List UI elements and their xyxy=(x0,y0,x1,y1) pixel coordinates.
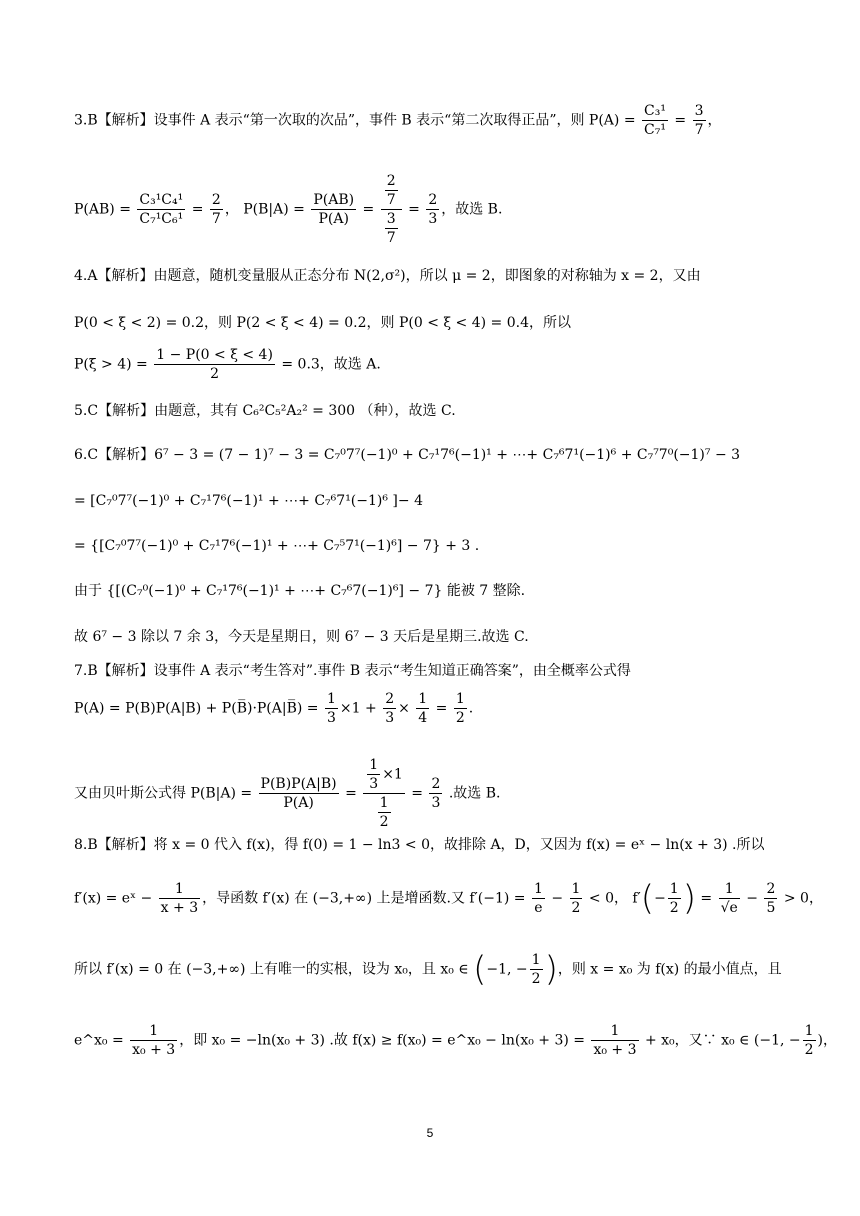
complex-fraction: $\frac{\frac{2}{7}}{\frac{3}{7}}$ xyxy=(381,172,402,247)
fraction: $\frac{\text{C₃¹C₄¹}}{\text{C₇¹C₆¹}}$ xyxy=(139,192,184,227)
q5-line: 5.C【解析】由题意，其有 C₆²C₅²A₂² = 300 （种），故选 C. xyxy=(74,403,456,419)
q8-line-2: f′(x) = eˣ − $\frac{1}{x + 3}$ ，导函数 f′(x) 在 (−3,+∞) 上是增函数.又 f′(−1) = $\frac{1}{e}$ − $\frac{1}{2}$ < 0， f′(− $\frac{1}{2}$ ) = $\frac{1}{√e}$ − $\frac{2}{5}$ > 0， xyxy=(74,878,823,919)
complex-fraction: $\frac{1}{3}$ ×1 $\frac{1}{2}$ xyxy=(363,756,405,831)
fraction: $\frac{1 - P(0 < \xi < 4)}{2}$ xyxy=(156,347,273,382)
fraction: $\frac{P(AB)}{P(A)}$ xyxy=(313,192,355,227)
q3-line-2: P(AB) = $\frac{\text{C₃¹C₄¹}}{\text{C₇¹C₆¹}}$ = $\frac{2}{7}$ ， P(B|A) = $\frac{P(AB)}{P(A)}$ = $\frac{\frac{2}{7}}{\frac{3}{7}}$ = $\frac{2}{3}$ ，故选 B. xyxy=(74,173,503,246)
q7-line-1: 7.B【解析】设事件 A 表示“考生答对”.事件 B 表示“考生知道正确答案”，由全概率公式得 xyxy=(74,663,631,679)
q8-line-3: 所以 f′(x) = 0 在 (−3,+∞) 上有唯一的实根，设为 x₀，且 x₀ ∈ (−1, − $\frac{1}{2}$ )，则 x = x₀ 为 f(x) 的最小值点，且 xyxy=(74,949,782,990)
q6-line-5: 故 6⁷ − 3 除以 7 余 3，今天是星期日，则 6⁷ − 3 天后是星期三.故选 C. xyxy=(74,629,529,645)
fraction: $\frac{\text{C₃¹}}{\text{C₇¹}}$ xyxy=(644,103,666,138)
q4-line-1: 4.A【解析】由题意，随机变量服从正态分布 N(2,σ²)，所以 μ = 2，即图象的对称轴为 x = 2，又由 xyxy=(74,268,701,284)
q6-line-4: 由于 {[(C₇⁰(−1)⁰ + C₇¹7⁶(−1)¹ + ⋯+ C₇⁶7(−1)⁶] − 7} 能被 7 整除. xyxy=(74,583,526,599)
page-number: 5 xyxy=(426,1126,434,1140)
q7-line-2: P(A) = P(B)P(A|B) + P(B̅)·P(A|B̅) = $\frac{1}{3}$ ×1 + $\frac{2}{3}$ × $\frac{1}{4}$ = $\frac{1}{2}$ . xyxy=(74,691,474,726)
q8-line-4: e^x₀ = $\frac{1}{\text{x₀ + 3}}$ ，即 x₀ = −ln(x₀ + 3) .故 f(x) ≥ f(x₀) = e^x₀ − ln(x₀ + 3) = $\frac{1}{\text{x₀ + 3}}$ + x₀，又∵ x₀ ∈ (−1, − $\frac{1}{2}$ )， xyxy=(74,1023,837,1058)
fraction: $\frac{2}{7}$ xyxy=(211,192,221,227)
q3-line-1: 3.B【解析】设事件 A 表示“第一次取的次品”，事件 B 表示“第二次取得正品”，则 P(A) = $\frac{\text{C₃¹}}{\text{C₇¹}}$ = $\frac{3}{7}$ ， xyxy=(74,103,722,138)
q8-line-1: 8.B【解析】将 x = 0 代入 f(x)，得 f(0) = 1 − ln3 < 0，故排除 A，D，又因为 f(x) = eˣ − ln(x + 3) .所以 xyxy=(74,837,765,853)
q6-line-3: = {[C₇⁰7⁷(−1)⁰ + C₇¹7⁶(−1)¹ + ⋯+ C₇⁵7¹(−1)⁶] − 7} + 3 . xyxy=(74,538,480,554)
q6-line-1: 6.C【解析】6⁷ − 3 = (7 − 1)⁷ − 3 = C₇⁰7⁷(−1)⁰ + C₇¹7⁶(−1)¹ + ⋯+ C₇⁶7¹(−1)⁶ + C₇⁷7⁰(−1)⁷ − 3 xyxy=(74,447,741,463)
q6-line-2: = [C₇⁰7⁷(−1)⁰ + C₇¹7⁶(−1)¹ + ⋯+ C₇⁶7¹(−1)⁶ ]− 4 xyxy=(74,493,423,509)
text: 3.B【解析】设事件 A 表示“第一次取的次品”，事件 B 表示“第二次取得正品”，则 P(A) = xyxy=(74,112,641,129)
fraction: $\frac{2}{3}$ xyxy=(428,192,438,227)
q7-line-3: 又由贝叶斯公式得 P(B|A) = $\frac{P(B)P(A|B)}{P(A)}$ = $\frac{1}{3}$ ×1 $\frac{1}{2}$ = $\frac{2}{3}$ .故选 B. xyxy=(74,757,501,830)
fraction: $\frac{3}{7}$ xyxy=(694,103,704,138)
q4-line-2: P(0 < ξ < 2) = 0.2，则 P(2 < ξ < 4) = 0.2，则 P(0 < ξ < 4) = 0.4，所以 xyxy=(74,315,571,331)
q4-line-3: P(ξ > 4) = $\frac{1 - P(0 < \xi < 4)}{2}$ = 0.3，故选 A. xyxy=(74,347,381,382)
